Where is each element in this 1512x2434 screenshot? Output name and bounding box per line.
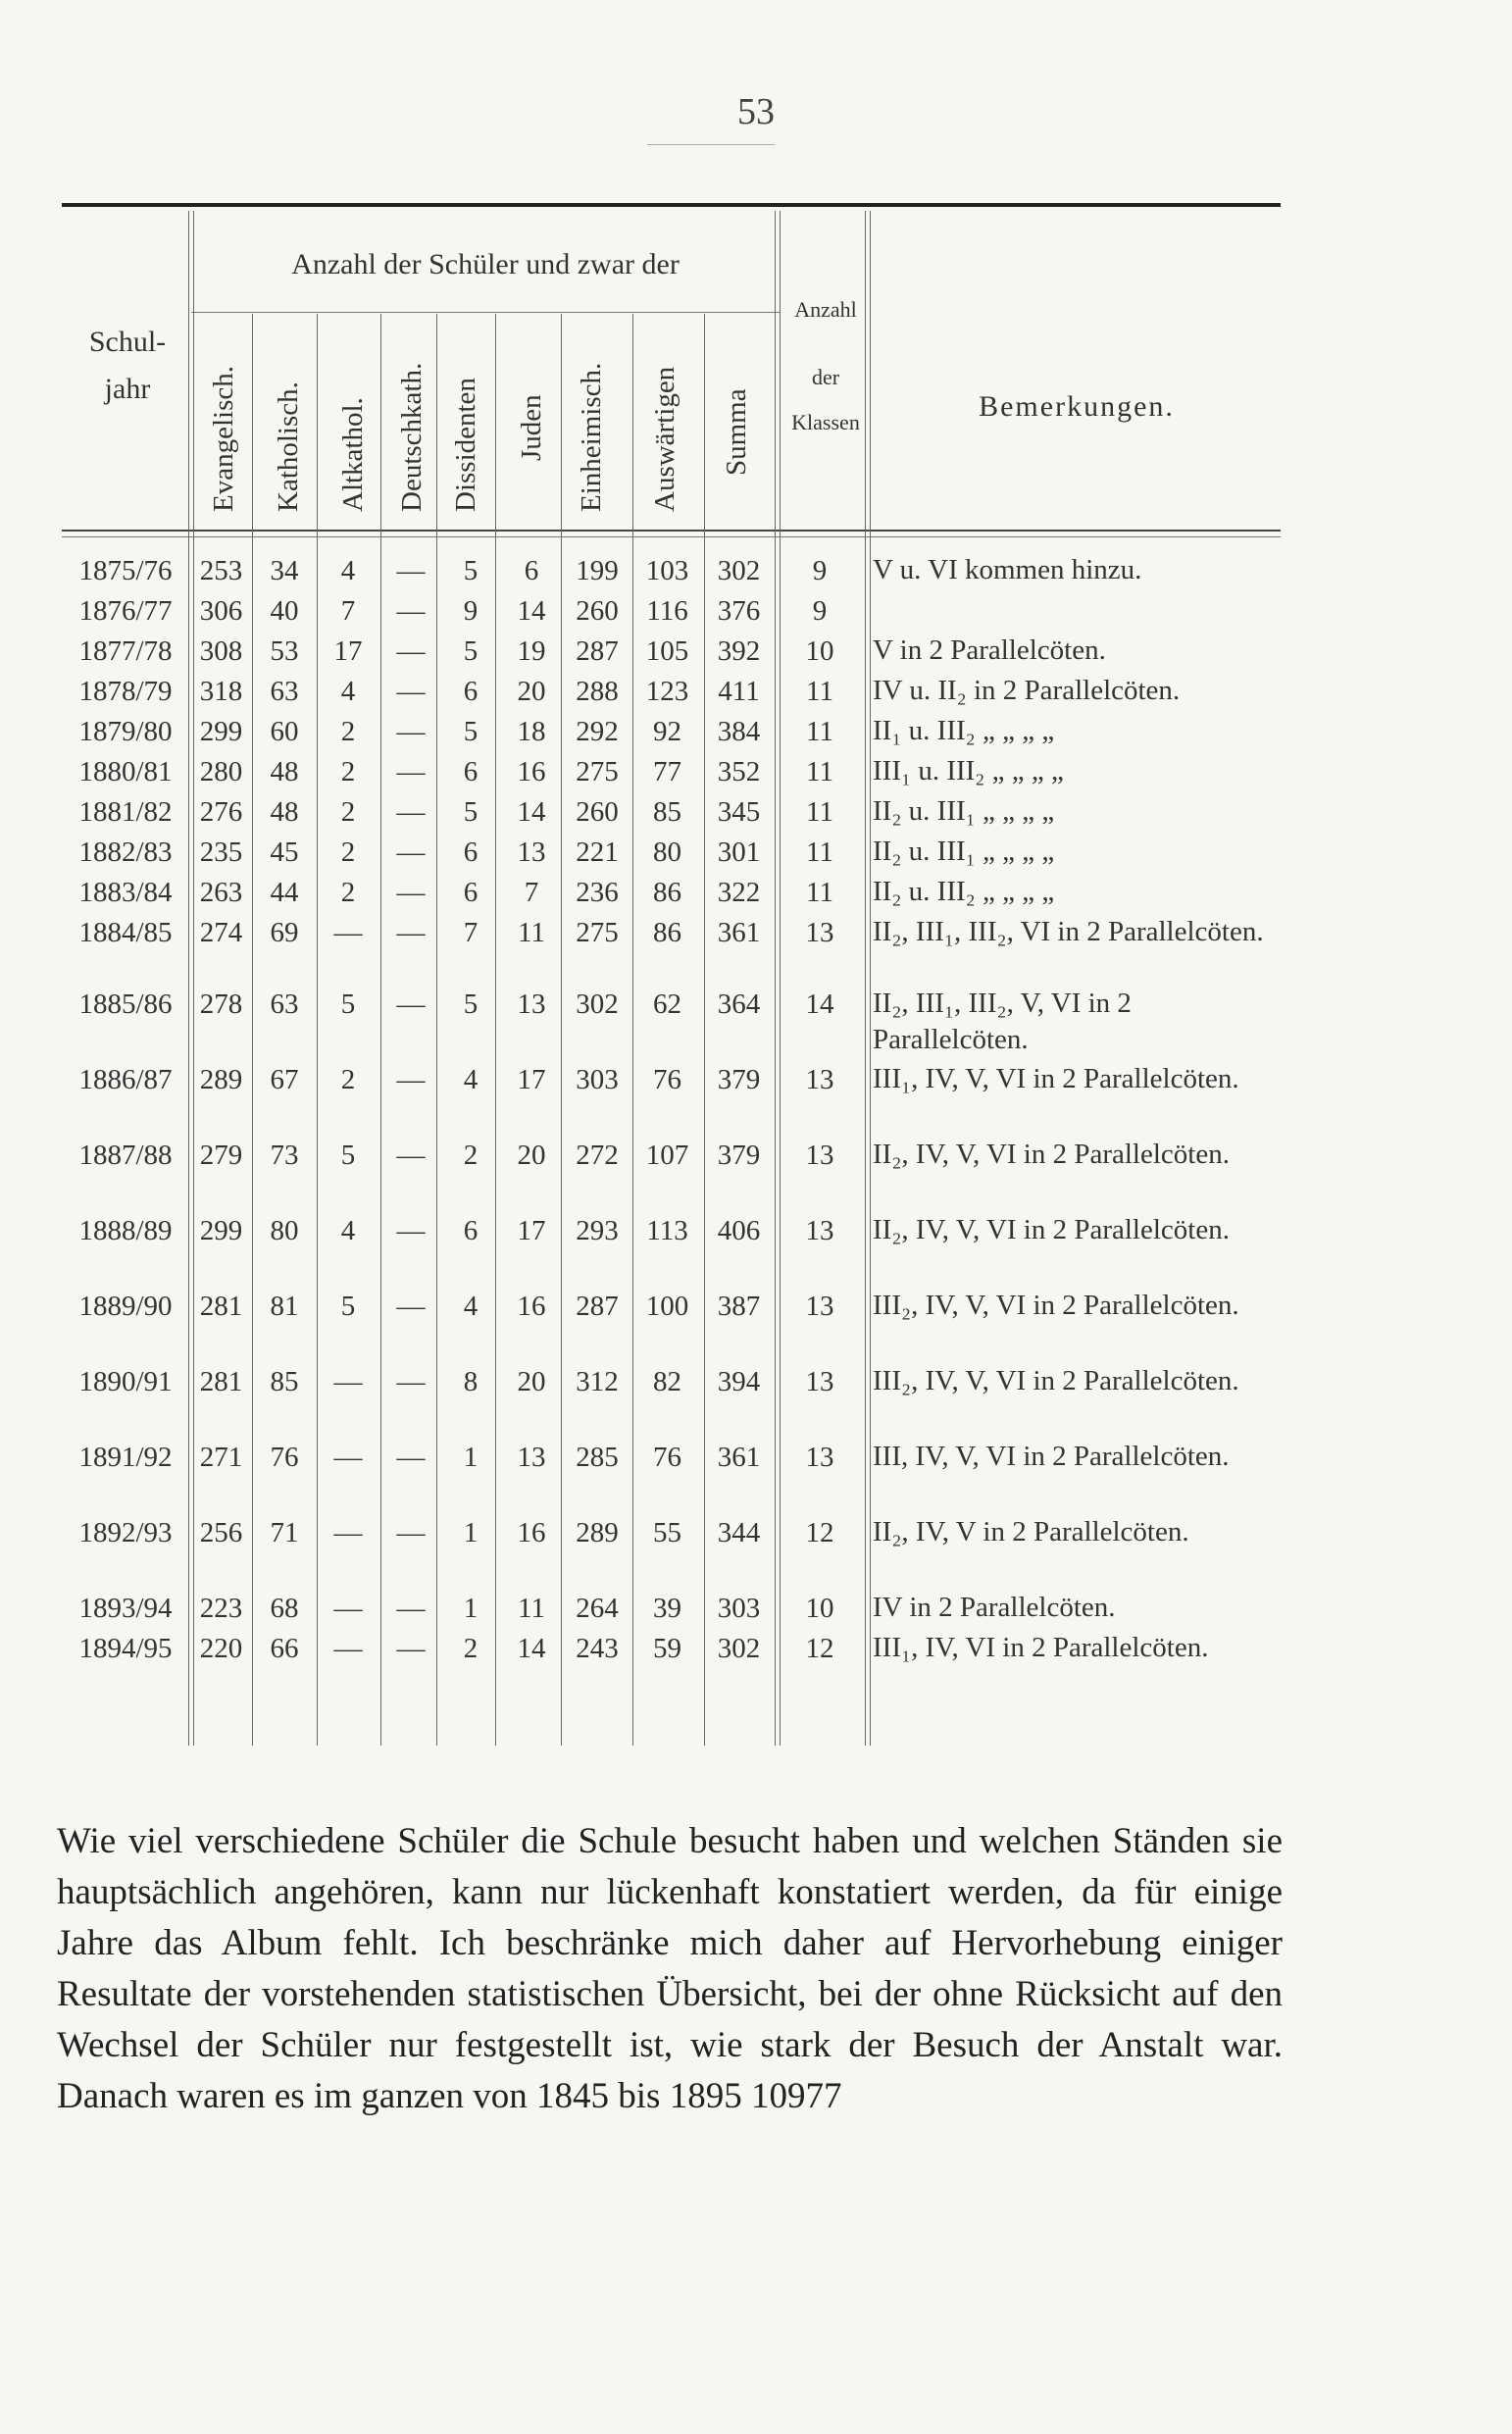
evangelisch-cell: 306 bbox=[199, 595, 243, 627]
evangelisch-cell: 318 bbox=[199, 676, 243, 707]
summa-cell: 302 bbox=[717, 1633, 761, 1664]
evangelisch-cell: 235 bbox=[199, 837, 243, 868]
summa-cell: 344 bbox=[717, 1517, 761, 1548]
klassen-cell: 11 bbox=[806, 796, 833, 828]
summa-cell: 352 bbox=[717, 756, 761, 787]
group-header-rule bbox=[191, 312, 780, 313]
year-cell: 1875/76 bbox=[78, 555, 173, 586]
katholisch-cell: 85 bbox=[270, 1366, 299, 1397]
summa-cell: 379 bbox=[717, 1064, 761, 1095]
classes-header-line2: der bbox=[811, 365, 840, 389]
juden-cell: 13 bbox=[517, 837, 546, 868]
remarks-header: Bemerkungen. bbox=[979, 390, 1175, 423]
year-cell: 1879/80 bbox=[78, 716, 173, 747]
remark-cell: IV u. II₂ in 2 Parallelcöten. bbox=[873, 675, 1181, 706]
deutschkath-cell: — bbox=[396, 756, 426, 787]
einheimisch-cell: 289 bbox=[576, 1517, 619, 1548]
table-row bbox=[62, 673, 1281, 713]
auswaertigen-cell: 123 bbox=[645, 676, 689, 707]
juden-cell: 17 bbox=[517, 1215, 546, 1246]
klassen-cell: 11 bbox=[806, 756, 833, 787]
deutschkath-cell: — bbox=[396, 635, 426, 667]
deutschkath-cell: — bbox=[396, 555, 426, 586]
table-row bbox=[62, 1137, 1281, 1212]
altkathol-cell: 4 bbox=[340, 555, 356, 586]
deutschkath-cell: — bbox=[396, 1633, 426, 1664]
dissidenten-cell: 6 bbox=[463, 1215, 479, 1246]
altkathol-cell: 2 bbox=[340, 756, 356, 787]
page-number: 53 bbox=[737, 91, 775, 132]
dissidenten-cell: 2 bbox=[463, 1633, 479, 1664]
remark-cell: II₂, IV, V in 2 Parallelcöten. bbox=[873, 1516, 1189, 1547]
juden-cell: 7 bbox=[524, 877, 539, 908]
klassen-cell: 9 bbox=[812, 595, 828, 627]
auswaertigen-cell: 76 bbox=[653, 1442, 681, 1473]
juden-cell: 16 bbox=[517, 756, 546, 787]
body-paragraph: Wie viel verschiedene Schüler die Schule besucht haben und welchen Ständen sie hauptsächlich angehören, kann nur lückenhaft konstatiert werden, da für einige Jahre das Album fehlt. Ich beschränke mich daher auf Hervorhebung einiger Resultate der vorstehenden statistischen Übersicht, bei der ohne Rücksicht auf den Wechsel der Schüler nur festgestellt ist, wie stark der Besuch der Anstalt war. Danach waren es im ganzen von 1845 bis 1895 10977 bbox=[57, 1821, 1283, 2116]
evangelisch-cell: 274 bbox=[199, 917, 243, 948]
year-cell: 1886/87 bbox=[78, 1064, 173, 1095]
remark-cell: II₂, IV, V, VI in 2 Parallelcöten. bbox=[873, 1214, 1230, 1245]
table-row bbox=[62, 1630, 1281, 1670]
summa-cell: 302 bbox=[717, 555, 761, 586]
remark-cell: II₂ u. III₁ „ „ „ „ bbox=[873, 795, 1055, 827]
remark-cell: III₁, IV, VI in 2 Parallelcöten. bbox=[873, 1632, 1209, 1663]
katholisch-cell: 44 bbox=[270, 877, 299, 908]
katholisch-cell: 34 bbox=[270, 555, 299, 586]
auswaertigen-cell: 55 bbox=[653, 1517, 681, 1548]
page-number-rule bbox=[647, 144, 775, 145]
remark-cell: II₂ u. III₂ „ „ „ „ bbox=[873, 876, 1055, 907]
col-header-juden: Juden bbox=[516, 394, 547, 461]
year-cell: 1880/81 bbox=[78, 756, 173, 787]
col-header-katholisch: Katholisch. bbox=[273, 381, 304, 512]
altkathol-cell: — bbox=[333, 917, 363, 948]
year-cell: 1877/78 bbox=[78, 635, 173, 667]
table-row bbox=[62, 986, 1281, 1061]
auswaertigen-cell: 62 bbox=[653, 989, 681, 1020]
auswaertigen-cell: 86 bbox=[653, 917, 681, 948]
year-cell: 1889/90 bbox=[78, 1291, 173, 1322]
einheimisch-cell: 260 bbox=[576, 796, 619, 828]
katholisch-cell: 63 bbox=[270, 676, 299, 707]
evangelisch-cell: 276 bbox=[199, 796, 243, 828]
einheimisch-cell: 293 bbox=[576, 1215, 619, 1246]
deutschkath-cell: — bbox=[396, 837, 426, 868]
evangelisch-cell: 281 bbox=[199, 1366, 243, 1397]
evangelisch-cell: 289 bbox=[199, 1064, 243, 1095]
deutschkath-cell: — bbox=[396, 676, 426, 707]
evangelisch-cell: 280 bbox=[199, 756, 243, 787]
katholisch-cell: 53 bbox=[270, 635, 299, 667]
deutschkath-cell: — bbox=[396, 1442, 426, 1473]
auswaertigen-cell: 86 bbox=[653, 877, 681, 908]
dissidenten-cell: 4 bbox=[463, 1064, 479, 1095]
table-row bbox=[62, 914, 1281, 986]
klassen-cell: 10 bbox=[805, 1593, 834, 1624]
classes-header-line3: Klassen bbox=[791, 410, 860, 434]
summa-cell: 376 bbox=[717, 595, 761, 627]
klassen-cell: 13 bbox=[805, 917, 834, 948]
deutschkath-cell: — bbox=[396, 1593, 426, 1624]
table-row bbox=[62, 1288, 1281, 1363]
altkathol-cell: 2 bbox=[340, 1064, 356, 1095]
altkathol-cell: — bbox=[333, 1366, 363, 1397]
einheimisch-cell: 285 bbox=[576, 1442, 619, 1473]
remark-cell: II₂, III₁, III₂, V, VI in 2 Parallelcöten. bbox=[873, 988, 1132, 1055]
auswaertigen-cell: 116 bbox=[646, 595, 688, 627]
einheimisch-cell: 302 bbox=[576, 989, 619, 1020]
table-row bbox=[62, 592, 1281, 633]
remark-cell: IV in 2 Parallelcöten. bbox=[873, 1592, 1116, 1623]
altkathol-cell: — bbox=[333, 1442, 363, 1473]
dissidenten-cell: 6 bbox=[463, 756, 479, 787]
einheimisch-cell: 199 bbox=[576, 555, 619, 586]
dissidenten-cell: 7 bbox=[463, 917, 479, 948]
auswaertigen-cell: 92 bbox=[653, 716, 681, 747]
katholisch-cell: 76 bbox=[270, 1442, 299, 1473]
juden-cell: 16 bbox=[517, 1517, 546, 1548]
evangelisch-cell: 308 bbox=[199, 635, 243, 667]
altkathol-cell: 2 bbox=[340, 796, 356, 828]
enrollment-table bbox=[62, 552, 1281, 1670]
table-row bbox=[62, 834, 1281, 874]
deutschkath-cell: — bbox=[396, 877, 426, 908]
table-row bbox=[62, 1439, 1281, 1514]
evangelisch-cell: 263 bbox=[199, 877, 243, 908]
summa-cell: 394 bbox=[717, 1366, 761, 1397]
altkathol-cell: 5 bbox=[340, 1140, 356, 1171]
table-row bbox=[62, 552, 1281, 592]
dissidenten-cell: 6 bbox=[463, 676, 479, 707]
klassen-cell: 13 bbox=[805, 1140, 834, 1171]
juden-cell: 16 bbox=[517, 1291, 546, 1322]
dissidenten-cell: 2 bbox=[463, 1140, 479, 1171]
dissidenten-cell: 5 bbox=[463, 635, 479, 667]
remark-cell: III₁ u. III₂ „ „ „ „ bbox=[873, 755, 1064, 786]
altkathol-cell: 2 bbox=[340, 837, 356, 868]
remark-cell: II₂, IV, V, VI in 2 Parallelcöten. bbox=[873, 1139, 1230, 1170]
katholisch-cell: 48 bbox=[270, 756, 299, 787]
remark-cell: III₁, IV, V, VI in 2 Parallelcöten. bbox=[873, 1063, 1239, 1094]
klassen-cell: 13 bbox=[805, 1366, 834, 1397]
remark-cell: III₂, IV, V, VI in 2 Parallelcöten. bbox=[873, 1290, 1239, 1321]
table-row bbox=[62, 1061, 1281, 1137]
classes-header-line1: Anzahl bbox=[794, 297, 857, 322]
juden-cell: 14 bbox=[517, 1633, 546, 1664]
col-header-altkathol: Altkathol. bbox=[337, 397, 369, 512]
summa-cell: 384 bbox=[717, 716, 761, 747]
year-cell: 1890/91 bbox=[78, 1366, 173, 1397]
auswaertigen-cell: 113 bbox=[646, 1215, 688, 1246]
remark-cell bbox=[865, 592, 1281, 633]
col-header-summa: Summa bbox=[721, 388, 752, 476]
auswaertigen-cell: 85 bbox=[653, 796, 681, 828]
year-cell: 1887/88 bbox=[78, 1140, 173, 1171]
evangelisch-cell: 281 bbox=[199, 1291, 243, 1322]
year-cell: 1882/83 bbox=[78, 837, 173, 868]
deutschkath-cell: — bbox=[396, 1215, 426, 1246]
katholisch-cell: 68 bbox=[270, 1593, 299, 1624]
katholisch-cell: 80 bbox=[270, 1215, 299, 1246]
einheimisch-cell: 243 bbox=[576, 1633, 619, 1664]
klassen-cell: 13 bbox=[805, 1064, 834, 1095]
table-body bbox=[62, 552, 1281, 1670]
year-cell: 1876/77 bbox=[78, 595, 173, 627]
juden-cell: 11 bbox=[518, 1593, 545, 1624]
katholisch-cell: 63 bbox=[270, 989, 299, 1020]
summa-cell: 364 bbox=[717, 989, 761, 1020]
year-cell: 1893/94 bbox=[78, 1593, 173, 1624]
katholisch-cell: 66 bbox=[270, 1633, 299, 1664]
group-header: Anzahl der Schüler und zwar der bbox=[291, 248, 680, 280]
einheimisch-cell: 312 bbox=[576, 1366, 619, 1397]
klassen-cell: 11 bbox=[806, 676, 833, 707]
remark-cell: II₁ u. III₂ „ „ „ „ bbox=[873, 715, 1055, 746]
klassen-cell: 9 bbox=[812, 555, 828, 586]
katholisch-cell: 67 bbox=[270, 1064, 299, 1095]
year-cell: 1894/95 bbox=[78, 1633, 173, 1664]
year-cell: 1881/82 bbox=[78, 796, 173, 828]
remark-cell: III₂, IV, V, VI in 2 Parallelcöten. bbox=[873, 1365, 1239, 1396]
dissidenten-cell: 5 bbox=[463, 796, 479, 828]
deutschkath-cell: — bbox=[396, 595, 426, 627]
summa-cell: 387 bbox=[717, 1291, 761, 1322]
col-header-deutschkath: Deutschkath. bbox=[396, 362, 428, 512]
evangelisch-cell: 220 bbox=[199, 1633, 243, 1664]
dissidenten-cell: 6 bbox=[463, 837, 479, 868]
table-row bbox=[62, 1514, 1281, 1590]
katholisch-cell: 73 bbox=[270, 1140, 299, 1171]
evangelisch-cell: 253 bbox=[199, 555, 243, 586]
evangelisch-cell: 256 bbox=[199, 1517, 243, 1548]
deutschkath-cell: — bbox=[396, 917, 426, 948]
dissidenten-cell: 1 bbox=[463, 1517, 479, 1548]
juden-cell: 20 bbox=[517, 1366, 546, 1397]
einheimisch-cell: 288 bbox=[576, 676, 619, 707]
dissidenten-cell: 1 bbox=[463, 1442, 479, 1473]
dissidenten-cell: 5 bbox=[463, 716, 479, 747]
evangelisch-cell: 271 bbox=[199, 1442, 243, 1473]
table-row bbox=[62, 874, 1281, 914]
remark-cell: III, IV, V, VI in 2 Parallelcöten. bbox=[873, 1441, 1230, 1472]
klassen-cell: 12 bbox=[805, 1633, 834, 1664]
klassen-cell: 13 bbox=[805, 1215, 834, 1246]
summa-cell: 361 bbox=[717, 1442, 761, 1473]
einheimisch-cell: 221 bbox=[576, 837, 619, 868]
auswaertigen-cell: 80 bbox=[653, 837, 681, 868]
evangelisch-cell: 299 bbox=[199, 1215, 243, 1246]
einheimisch-cell: 275 bbox=[576, 756, 619, 787]
deutschkath-cell: — bbox=[396, 1366, 426, 1397]
juden-cell: 19 bbox=[517, 635, 546, 667]
altkathol-cell: 2 bbox=[340, 877, 356, 908]
juden-cell: 20 bbox=[517, 1140, 546, 1171]
juden-cell: 11 bbox=[518, 917, 545, 948]
katholisch-cell: 60 bbox=[270, 716, 299, 747]
col-header-einheimisch: Einheimisch. bbox=[576, 362, 607, 512]
auswaertigen-cell: 77 bbox=[653, 756, 681, 787]
table-row bbox=[62, 753, 1281, 793]
altkathol-cell: — bbox=[333, 1633, 363, 1664]
deutschkath-cell: — bbox=[396, 716, 426, 747]
deutschkath-cell: — bbox=[396, 1064, 426, 1095]
summa-cell: 361 bbox=[717, 917, 761, 948]
header-bottom-rule bbox=[62, 530, 1281, 532]
einheimisch-cell: 292 bbox=[576, 716, 619, 747]
summa-cell: 322 bbox=[717, 877, 761, 908]
altkathol-cell: 17 bbox=[333, 635, 363, 667]
table-row bbox=[62, 1212, 1281, 1288]
evangelisch-cell: 279 bbox=[199, 1140, 243, 1171]
table-row bbox=[62, 633, 1281, 673]
juden-cell: 20 bbox=[517, 676, 546, 707]
dissidenten-cell: 4 bbox=[463, 1291, 479, 1322]
auswaertigen-cell: 39 bbox=[653, 1593, 681, 1624]
juden-cell: 14 bbox=[517, 796, 546, 828]
auswaertigen-cell: 103 bbox=[645, 555, 689, 586]
remark-cell: V in 2 Parallelcöten. bbox=[873, 634, 1106, 666]
einheimisch-cell: 275 bbox=[576, 917, 619, 948]
katholisch-cell: 48 bbox=[270, 796, 299, 828]
juden-cell: 6 bbox=[524, 555, 539, 586]
katholisch-cell: 45 bbox=[270, 837, 299, 868]
year-cell: 1884/85 bbox=[78, 917, 173, 948]
table-top-rule bbox=[62, 203, 1281, 207]
summa-cell: 301 bbox=[717, 837, 761, 868]
year-cell: 1878/79 bbox=[78, 676, 173, 707]
altkathol-cell: — bbox=[333, 1517, 363, 1548]
table-row bbox=[62, 713, 1281, 753]
einheimisch-cell: 236 bbox=[576, 877, 619, 908]
auswaertigen-cell: 100 bbox=[645, 1291, 689, 1322]
summa-cell: 379 bbox=[717, 1140, 761, 1171]
year-cell: 1891/92 bbox=[78, 1442, 173, 1473]
dissidenten-cell: 5 bbox=[463, 555, 479, 586]
einheimisch-cell: 260 bbox=[576, 595, 619, 627]
klassen-cell: 13 bbox=[805, 1291, 834, 1322]
year-column-header: Schul-jahr bbox=[88, 326, 167, 405]
dissidenten-cell: 5 bbox=[463, 989, 479, 1020]
altkathol-cell: 5 bbox=[340, 989, 356, 1020]
year-cell: 1883/84 bbox=[78, 877, 173, 908]
katholisch-cell: 69 bbox=[270, 917, 299, 948]
auswaertigen-cell: 59 bbox=[653, 1633, 681, 1664]
klassen-cell: 12 bbox=[805, 1517, 834, 1548]
auswaertigen-cell: 82 bbox=[653, 1366, 681, 1397]
klassen-cell: 11 bbox=[806, 837, 833, 868]
evangelisch-cell: 278 bbox=[199, 989, 243, 1020]
summa-cell: 345 bbox=[717, 796, 761, 828]
auswaertigen-cell: 76 bbox=[653, 1064, 681, 1095]
summa-cell: 303 bbox=[717, 1593, 761, 1624]
klassen-cell: 10 bbox=[805, 635, 834, 667]
deutschkath-cell: — bbox=[396, 1291, 426, 1322]
remark-cell: II₂, III₁, III₂, VI in 2 Parallelcöten. bbox=[873, 916, 1264, 947]
dissidenten-cell: 9 bbox=[463, 595, 479, 627]
summa-cell: 406 bbox=[717, 1215, 761, 1246]
deutschkath-cell: — bbox=[396, 1140, 426, 1171]
altkathol-cell: 5 bbox=[340, 1291, 356, 1322]
table-row bbox=[62, 1590, 1281, 1630]
altkathol-cell: — bbox=[333, 1593, 363, 1624]
col-header-evangelisch: Evangelisch. bbox=[208, 366, 239, 512]
dissidenten-cell: 6 bbox=[463, 877, 479, 908]
deutschkath-cell: — bbox=[396, 796, 426, 828]
summa-cell: 411 bbox=[718, 676, 760, 707]
klassen-cell: 11 bbox=[806, 877, 833, 908]
einheimisch-cell: 287 bbox=[576, 1291, 619, 1322]
einheimisch-cell: 264 bbox=[576, 1593, 619, 1624]
year-cell: 1892/93 bbox=[78, 1517, 173, 1548]
deutschkath-cell: — bbox=[396, 989, 426, 1020]
juden-cell: 14 bbox=[517, 595, 546, 627]
klassen-cell: 13 bbox=[805, 1442, 834, 1473]
evangelisch-cell: 223 bbox=[199, 1593, 243, 1624]
year-cell: 1885/86 bbox=[78, 989, 173, 1020]
katholisch-cell: 71 bbox=[270, 1517, 299, 1548]
remark-cell: II₂ u. III₁ „ „ „ „ bbox=[873, 836, 1055, 867]
remark-cell: V u. VI kommen hinzu. bbox=[873, 554, 1142, 585]
summa-cell: 392 bbox=[717, 635, 761, 667]
year-cell: 1888/89 bbox=[78, 1215, 173, 1246]
juden-cell: 17 bbox=[517, 1064, 546, 1095]
table-row bbox=[62, 793, 1281, 834]
altkathol-cell: 2 bbox=[340, 716, 356, 747]
auswaertigen-cell: 107 bbox=[645, 1140, 689, 1171]
juden-cell: 18 bbox=[517, 716, 546, 747]
deutschkath-cell: — bbox=[396, 1517, 426, 1548]
katholisch-cell: 81 bbox=[270, 1291, 299, 1322]
einheimisch-cell: 287 bbox=[576, 635, 619, 667]
table-row bbox=[62, 1363, 1281, 1439]
evangelisch-cell: 299 bbox=[199, 716, 243, 747]
altkathol-cell: 7 bbox=[340, 595, 356, 627]
juden-cell: 13 bbox=[517, 1442, 546, 1473]
klassen-cell: 11 bbox=[806, 716, 833, 747]
juden-cell: 13 bbox=[517, 989, 546, 1020]
katholisch-cell: 40 bbox=[270, 595, 299, 627]
altkathol-cell: 4 bbox=[340, 1215, 356, 1246]
header-bottom-rule-2 bbox=[62, 536, 1281, 537]
einheimisch-cell: 272 bbox=[576, 1140, 619, 1171]
col-header-auswaertigen: Auswärtigen bbox=[649, 366, 680, 512]
col-header-dissidenten: Dissidenten bbox=[450, 378, 481, 512]
dissidenten-cell: 1 bbox=[463, 1593, 479, 1624]
einheimisch-cell: 303 bbox=[576, 1064, 619, 1095]
altkathol-cell: 4 bbox=[340, 676, 356, 707]
dissidenten-cell: 8 bbox=[463, 1366, 479, 1397]
klassen-cell: 14 bbox=[805, 989, 834, 1020]
auswaertigen-cell: 105 bbox=[645, 635, 689, 667]
